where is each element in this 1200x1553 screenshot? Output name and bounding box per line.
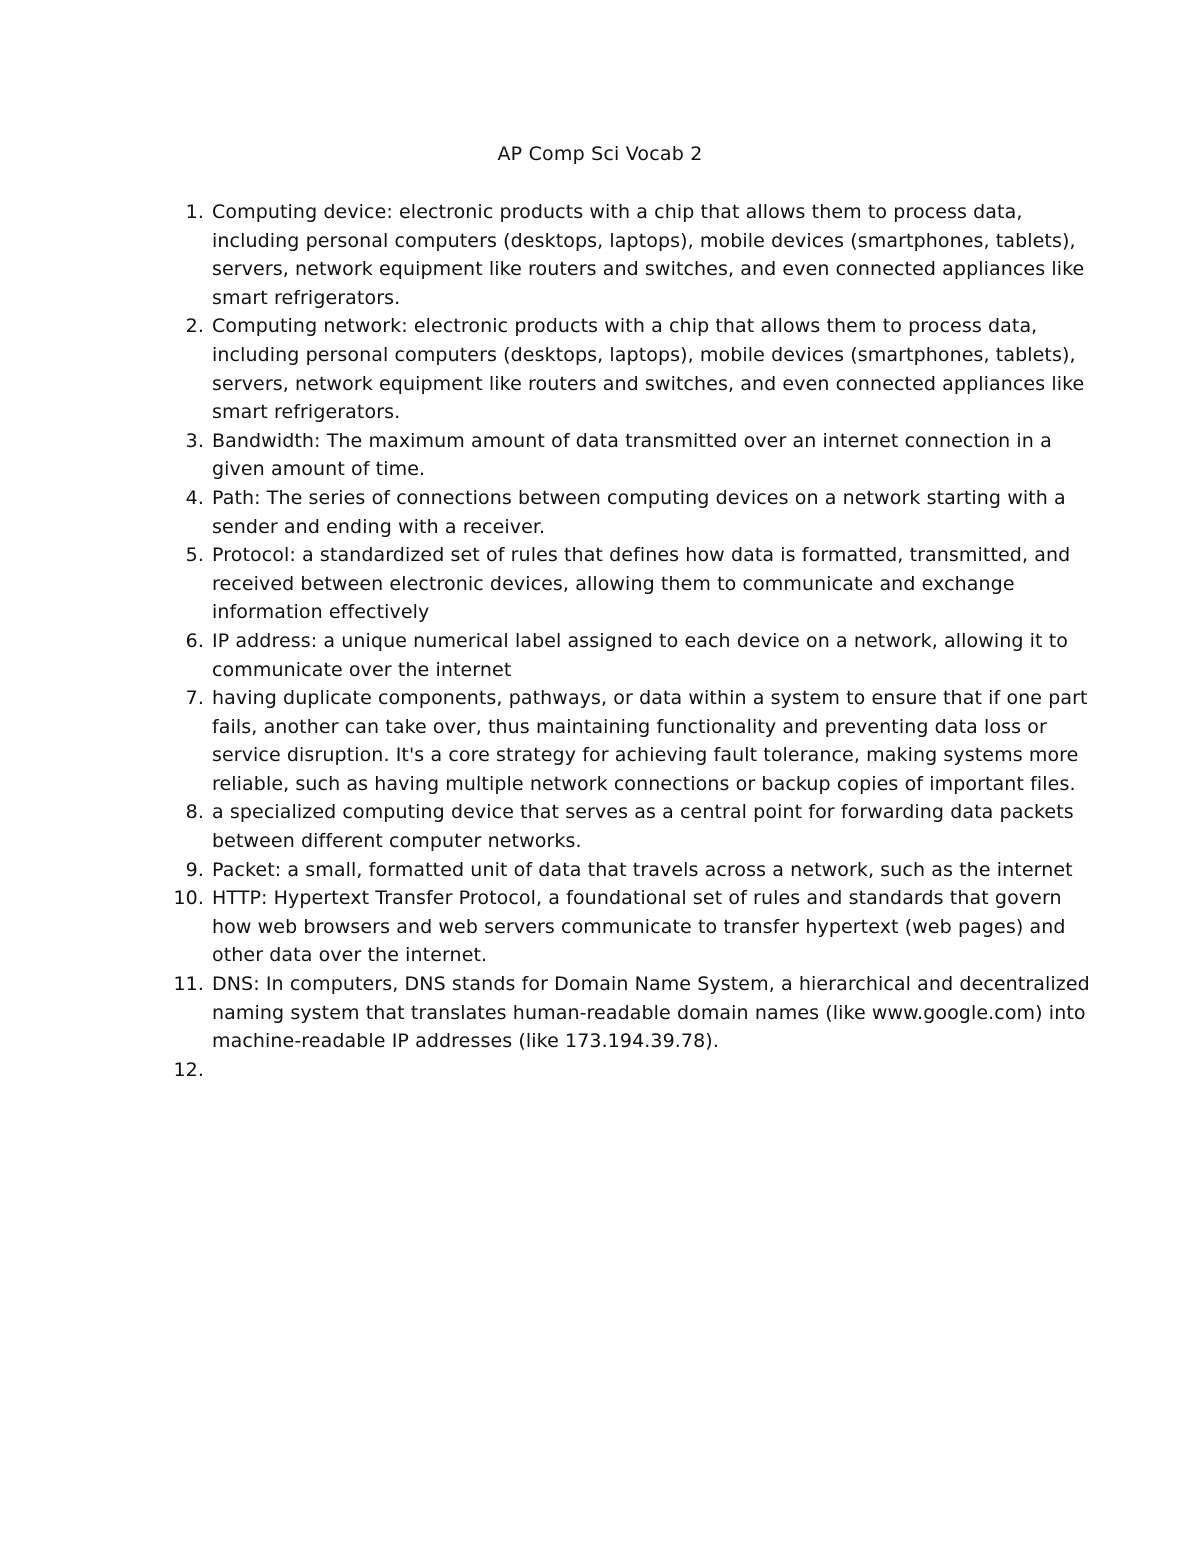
list-item bbox=[173, 970, 1092, 1056]
list-item-text: Computing network: electronic products with a chip that allows them to process data, including personal computers (desktops, laptops), mobile devices (smartphones, tablets), servers, network equipment like routers and switches, and even connected appliances like smart refrigerators. bbox=[212, 315, 1085, 424]
list-item bbox=[185, 541, 1092, 627]
list-item-text[interactable] bbox=[212, 1056, 1092, 1085]
list-item-number: 11. bbox=[173, 973, 204, 996]
list-item-number: 4. bbox=[185, 486, 204, 509]
list-item-text: IP address: a unique numerical label assigned to each device on a network, allowing it to communicate over the internet bbox=[212, 629, 1069, 681]
list-item-number: 1. bbox=[185, 201, 204, 223]
vocab-list bbox=[173, 198, 1092, 1084]
list-item-number: 10. bbox=[173, 887, 204, 910]
list-item-number: 8. bbox=[185, 801, 204, 824]
list-item-text: Bandwidth: The maximum amount of data transmitted over an internet connection in a given amount of time. bbox=[212, 429, 1052, 481]
list-item-number: 7. bbox=[185, 687, 204, 710]
list-item-text: HTTP: Hypertext Transfer Protocol, a foundational set of rules and standards that govern how web browsers and web servers communicate to transfer hypertext (web pages) and other data over the internet. bbox=[212, 887, 1066, 967]
list-item-text: Packet: a small, formatted unit of data that travels across a network, such as the internet bbox=[212, 858, 1073, 881]
list-item-number: 2. bbox=[185, 315, 204, 338]
list-item-text: Computing device: electronic products with a chip that allows them to process data, including personal computers (desktops, laptops), mobile devices (smartphones, tablets), servers, network equipment like routers and switches, and even connected appliances like smart refrigerators. bbox=[212, 201, 1085, 309]
list-item bbox=[185, 798, 1092, 855]
document-title: AP Comp Sci Vocab 2 bbox=[497, 143, 703, 165]
list-item-text: DNS: In computers, DNS stands for Domain Name System, a hierarchical and decentralized naming system that translates human-readable domain names (like www.google.com) into machine-readable IP addresses (like 173.194.39.78). bbox=[212, 973, 1090, 1053]
list-item bbox=[185, 198, 1092, 312]
list-item bbox=[185, 312, 1092, 426]
list-item-number: 9. bbox=[185, 858, 204, 881]
list-item-number: 3. bbox=[185, 429, 204, 452]
list-item-number: 12. bbox=[173, 1058, 204, 1081]
list-item bbox=[185, 427, 1092, 484]
list-item bbox=[173, 884, 1092, 970]
list-item-text: a specialized computing device that serves as a central point for forwarding data packets between different computer networks. bbox=[212, 801, 1074, 853]
list-item bbox=[185, 484, 1092, 541]
list-item bbox=[185, 627, 1092, 684]
list-item bbox=[185, 684, 1092, 798]
list-item-empty[interactable] bbox=[173, 1056, 1092, 1085]
list-item bbox=[185, 856, 1092, 885]
list-item-number: 5. bbox=[185, 544, 204, 567]
list-item-number: 6. bbox=[185, 629, 204, 652]
list-item-text: having duplicate components, pathways, or data within a system to ensure that if one part fails, another can take over, thus maintaining functionality and preventing data loss or service disruption. It's a core strategy for achieving fault tolerance, making systems more reliable, such as having multiple network connections or backup copies of important files. bbox=[212, 687, 1088, 795]
list-item-text: Path: The series of connections between computing devices on a network starting with a sender and ending with a receiver. bbox=[212, 486, 1066, 538]
list-item-text: Protocol: a standardized set of rules that defines how data is formatted, transmitted, and received between electronic devices, allowing them to communicate and exchange information effectively bbox=[212, 544, 1071, 624]
